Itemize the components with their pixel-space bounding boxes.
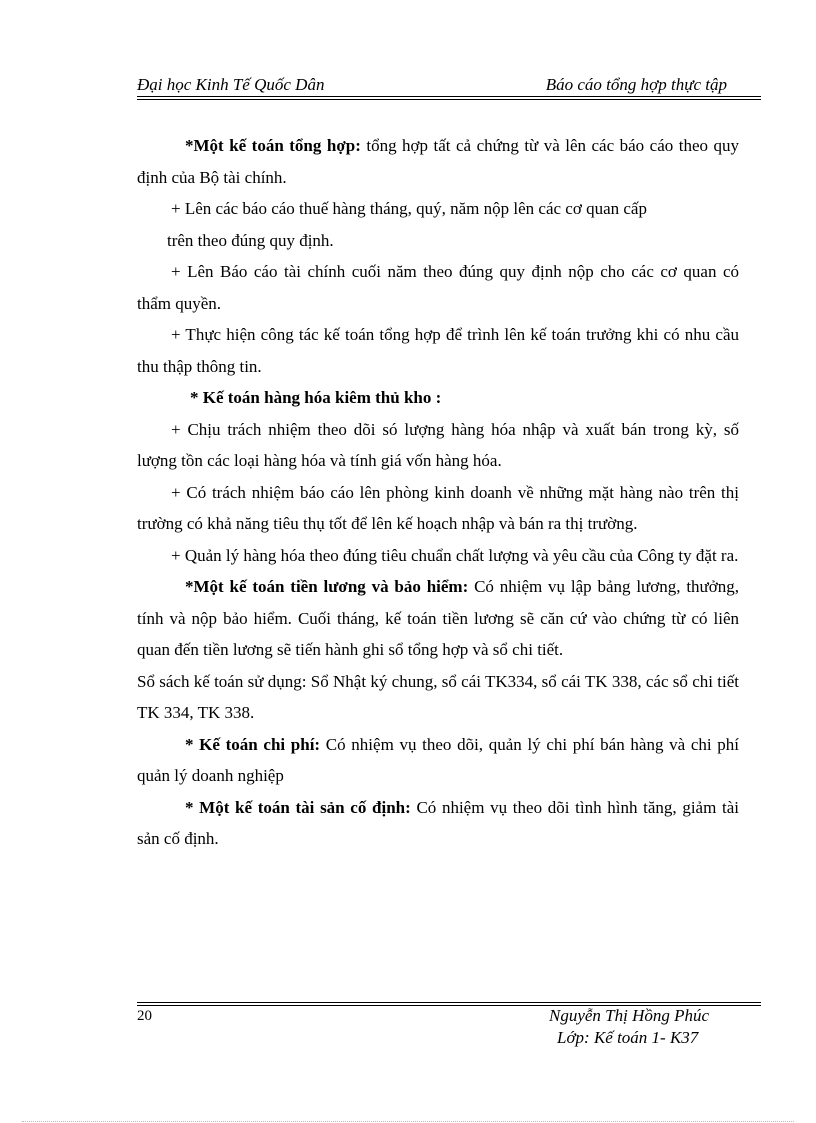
header-university: Đại học Kinh Tế Quốc Dân [137, 75, 325, 94]
paragraph-fixed-asset-accountant [137, 792, 739, 855]
page-bottom-dotted-line [22, 1121, 794, 1122]
heading-fixed-asset-accountant: * Một kế toán tài sản cố định: [185, 797, 411, 817]
paragraph-books-used: Sổ sách kế toán sử dụng: Sổ Nhật ký chung, sổ cái TK334, sổ cái TK 338, các sổ chi tiết TK 334, TK 338. [137, 671, 739, 722]
heading-inventory-accountant: * Kế toán hàng hóa kiêm thủ kho : [190, 388, 442, 407]
header-rule-double [137, 99, 761, 100]
footer-rule [137, 1002, 761, 1003]
paragraph-payroll-accountant [137, 571, 739, 666]
paragraph-financial-reports: + Lên Báo cáo tài chính cuối năm theo đúng quy định nộp cho các cơ quan có thẩm quyền. [137, 262, 739, 313]
header-rule [137, 96, 761, 97]
paragraph-tax-reports-cont: trên theo đúng quy định. [167, 230, 334, 250]
paragraph-inventory-tracking: + Chịu trách nhiệm theo dõi só lượng hàng hóa nhập và xuất bán trong kỳ, số lượng tồn các loại hàng hóa và tính giá vốn hàng hóa. [137, 419, 739, 470]
heading-general-accountant: *Một kế toán tổng hợp: [185, 136, 361, 155]
paragraph-tax-reports: + Lên các báo cáo thuế hàng tháng, quý, năm nộp lên các cơ quan cấp [171, 199, 647, 218]
paragraph-inventory-reporting: + Có trách nhiệm báo cáo lên phòng kinh doanh về những mặt hàng nào trên thị trường có khả năng tiêu thụ tốt để lên kế hoạch nhập và bán ra thị trường. [137, 482, 739, 533]
heading-cost-accountant: * Kế toán chi phí: [185, 734, 321, 754]
heading-payroll-accountant: *Một kế toán tiền lương và bảo hiểm: [185, 577, 469, 596]
header-report-title: Báo cáo tổng hợp thực tập [545, 75, 727, 94]
paragraph-general-accountant [137, 130, 739, 193]
text-fixed-asset-accountant: Có nhiệm vụ theo dõi tình hình tăng, giảm tài sản cố định. [137, 797, 739, 848]
text-cost-accountant: Có nhiệm vụ theo dõi, quản lý chi phí bán hàng và chi phí quản lý doanh nghiệp [137, 734, 740, 785]
paragraph-cost-accountant [137, 729, 739, 792]
footer-class: Lớp: Kế toán 1- K37 [557, 1028, 699, 1047]
page-header [137, 75, 761, 97]
paragraph-inventory-quality: + Quản lý hàng hóa theo đúng tiêu chuẩn chất lượng và yêu cầu của Công ty đặt ra. [171, 545, 739, 565]
page-number: 20 [137, 1008, 152, 1024]
paragraph-general-work: + Thực hiện công tác kế toán tổng hợp để trình lên kế toán trưởng khi có nhu cầu thu thập thông tin. [137, 325, 739, 376]
footer-author: Nguyễn Thị Hồng Phúc [549, 1006, 710, 1025]
text-general-accountant: tổng hợp tất cả chứng từ và lên các báo cáo theo quy định của Bộ tài chính. [137, 136, 739, 187]
text-payroll-accountant: Có nhiệm vụ lập bảng lương, thưởng, tính và nộp bảo hiểm. Cuối tháng, kế toán tiền lương sẽ căn cứ vào chứng từ có liên quan đến tiền lương sẽ tiến hành ghi sổ tổng hợp và sổ chi tiết. [137, 577, 739, 659]
page-body [137, 130, 739, 855]
